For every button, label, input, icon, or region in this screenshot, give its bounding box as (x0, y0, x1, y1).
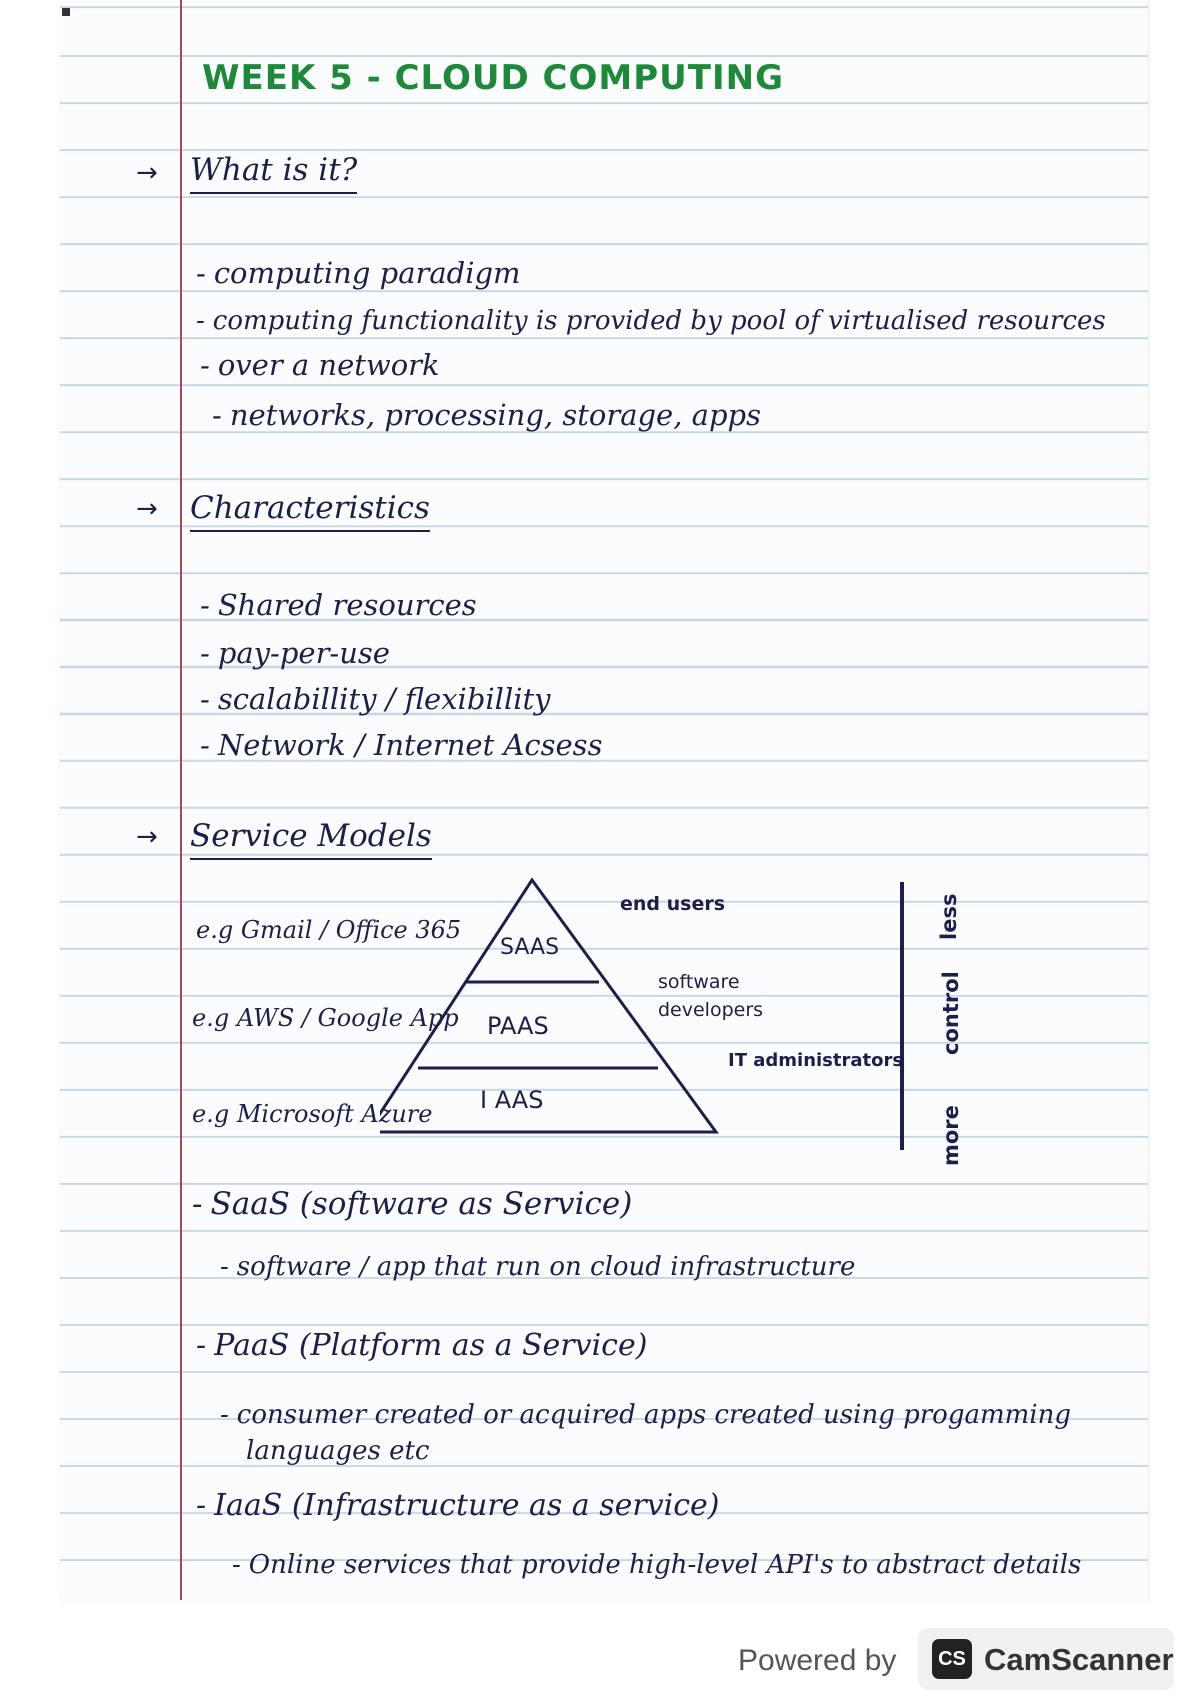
list-item-text: networks, processing, storage, apps (229, 398, 761, 432)
user-end-users: end users (620, 893, 726, 915)
model-saas-desc (220, 1252, 855, 1282)
corner-mark (62, 8, 70, 16)
list-item (200, 636, 390, 670)
list-item (196, 256, 521, 290)
dash: - (220, 1252, 229, 1282)
dash: - (200, 728, 210, 762)
model-iaas (196, 1488, 720, 1523)
list-item-text: Shared resources (217, 588, 477, 622)
control-axis (900, 880, 1000, 1180)
model-saas-desc-text: software / app that run on cloud infrastructure (236, 1252, 856, 1282)
layer-saas: SAAS (500, 935, 560, 960)
section-heading-service-models: Service Models (190, 818, 432, 860)
powered-by-label: Powered by (738, 1644, 897, 1677)
model-paas (196, 1328, 647, 1363)
control-less: less (937, 893, 961, 940)
example-paas: e.g AWS / Google App (192, 1004, 459, 1032)
dash: - (212, 398, 222, 432)
margin-line (180, 0, 182, 1600)
list-item (200, 728, 602, 762)
list-item (200, 682, 551, 716)
control-label: control (939, 971, 963, 1055)
model-iaas-desc (232, 1550, 1081, 1580)
model-saas-name: SaaS (software as Service) (210, 1186, 633, 1222)
list-item (200, 348, 440, 382)
dash: - (196, 1328, 207, 1363)
model-paas-name: PaaS (Platform as a Service) (214, 1328, 648, 1363)
section-heading-what-is-it: What is it? (190, 152, 357, 194)
model-iaas-desc-text: Online services that provide high-level API's to abstract details (248, 1550, 1082, 1580)
camscanner-logo-icon: CS (932, 1639, 972, 1679)
layer-paas: PAAS (487, 1012, 549, 1040)
model-saas (192, 1186, 632, 1222)
list-item (196, 306, 1106, 336)
model-paas-desc (220, 1400, 1071, 1430)
pyramid-svg (380, 870, 940, 1190)
list-item-text: computing paradigm (213, 256, 521, 290)
dash: - (192, 1186, 203, 1222)
service-model-pyramid (380, 870, 940, 1190)
list-item-text: scalabillity / flexibillity (217, 682, 551, 716)
arrow-icon: → (136, 158, 158, 188)
list-item-text: pay-per-use (217, 636, 390, 670)
arrow-icon: → (136, 494, 158, 524)
page-title: WEEK 5 - CLOUD COMPUTING (202, 58, 784, 98)
dash: - (232, 1550, 241, 1580)
dash: - (200, 636, 210, 670)
dash: - (196, 256, 206, 290)
control-axis-svg (900, 880, 1000, 1180)
layer-iaas: I AAS (480, 1086, 544, 1114)
example-iaas: e.g Microsoft Azure (192, 1100, 433, 1128)
camscanner-footer (738, 1628, 1178, 1692)
user-it-administrators: IT administrators (728, 1050, 904, 1071)
dash: - (200, 588, 210, 622)
list-item (200, 588, 477, 622)
example-saas: e.g Gmail / Office 365 (196, 916, 462, 944)
user-developers: developers (658, 999, 764, 1021)
model-paas-desc-text: consumer created or acquired apps created using progamming (236, 1400, 1071, 1430)
dash: - (196, 1488, 207, 1523)
dash: - (200, 348, 210, 382)
arrow-icon: → (136, 822, 158, 852)
camscanner-badge (918, 1628, 1174, 1690)
control-more: more (939, 1105, 963, 1166)
list-item-text: computing functionality is provided by pool of virtualised resources (212, 306, 1106, 336)
list-item-text: over a network (217, 348, 440, 382)
model-paas-desc-cont: languages etc (246, 1436, 430, 1466)
section-heading-characteristics: Characteristics (190, 490, 430, 532)
dash: - (196, 306, 205, 336)
dash: - (200, 682, 210, 716)
list-item (212, 398, 761, 432)
list-item-text: Network / Internet Acsess (217, 728, 603, 762)
model-iaas-name: IaaS (Infrastructure as a service) (214, 1488, 720, 1523)
user-software: software (658, 971, 740, 993)
camscanner-brand: CamScanner (984, 1642, 1174, 1677)
dash: - (220, 1400, 229, 1430)
